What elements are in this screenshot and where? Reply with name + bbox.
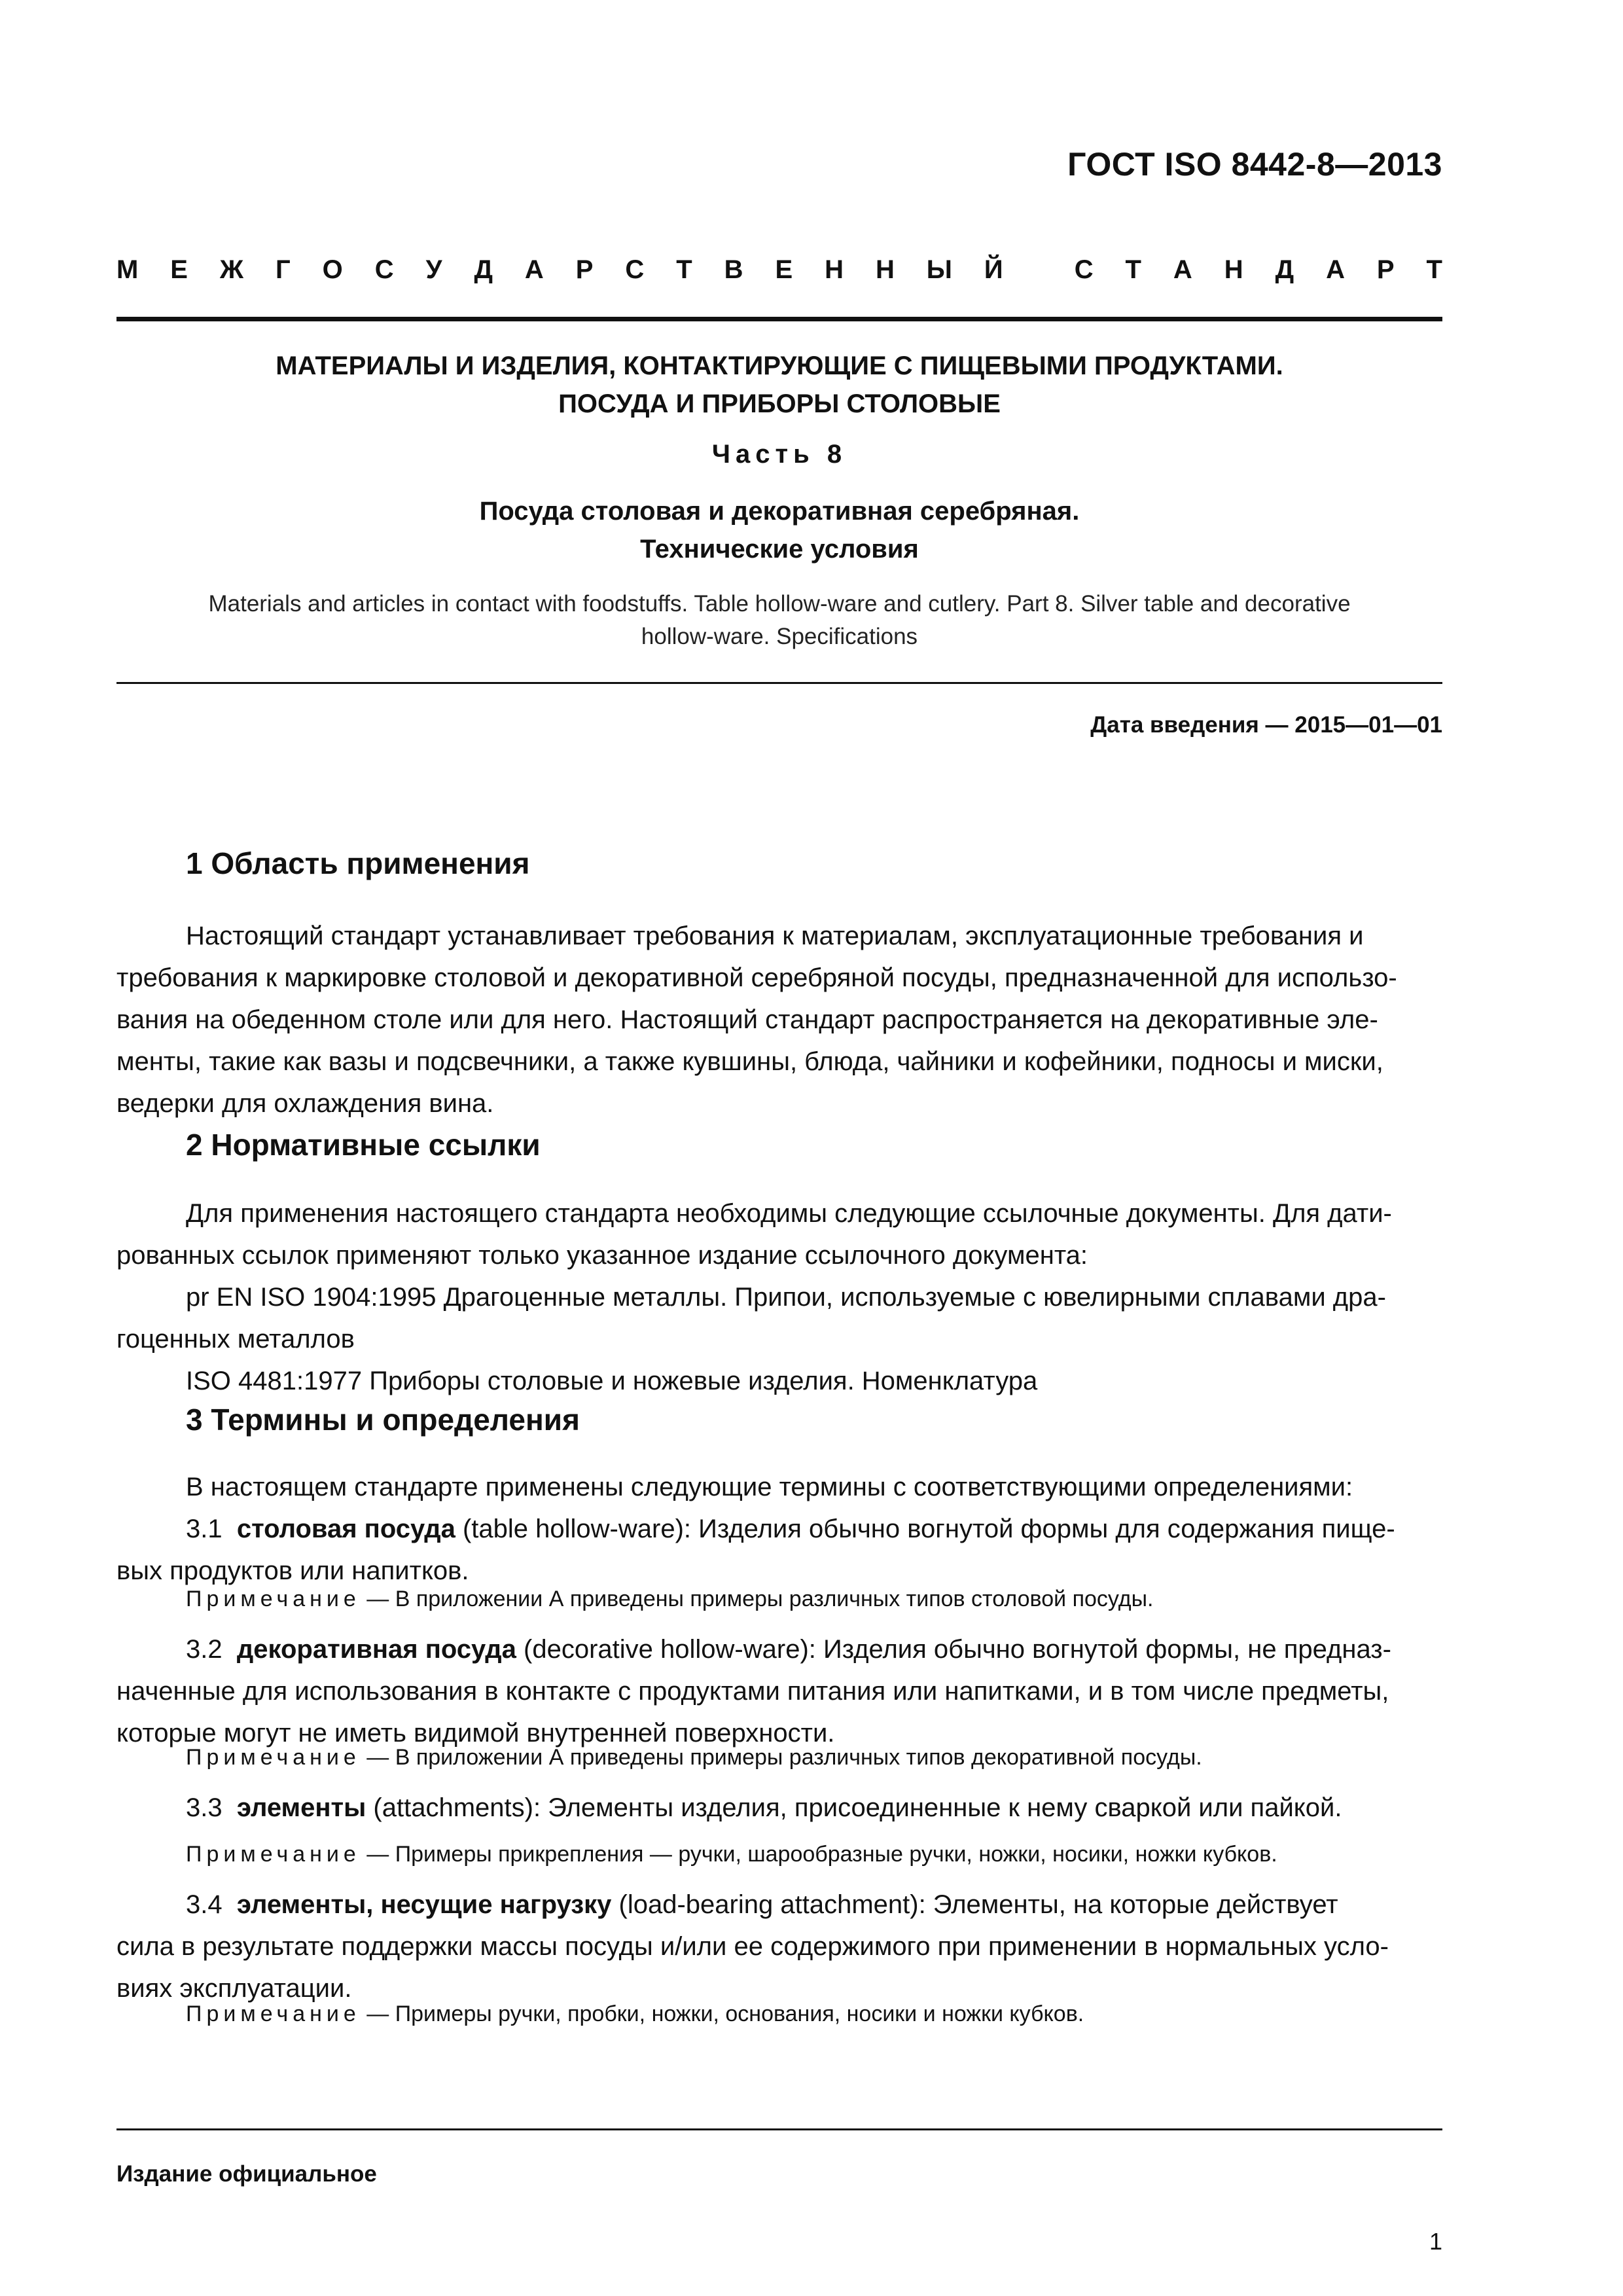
standard-type-letter: Т (676, 255, 692, 284)
term-name: декоративная посуда (236, 1635, 516, 1664)
standard-type-letter: Д (1275, 255, 1294, 284)
english-title-line-1: Materials and articles in contact with foodstuffs. Table hollow-ware and cutlery. Part 8. Silver table and decorative (208, 591, 1351, 617)
standard-type-letter: А (524, 255, 544, 284)
standard-type-letter: А (1326, 255, 1345, 284)
document-title (116, 347, 1442, 423)
term-3-3-block (116, 1787, 1442, 1829)
text-line: менты, такие как вазы и подсвечники, а также кувшины, блюда, чайники и кофейники, подносы и миски, (116, 1047, 1383, 1076)
standard-type-letter: С (1074, 255, 1094, 284)
reference-line: гоценных металлов (116, 1325, 355, 1354)
standard-type-letter: Д (474, 255, 493, 284)
footer-rule (116, 2128, 1442, 2130)
note-3-4 (186, 1998, 1442, 2030)
term-number: 3.1 (186, 1515, 223, 1543)
standard-type-letter: Т (1125, 255, 1141, 284)
term-3-4 (116, 1884, 1442, 1926)
standard-type-letter: О (322, 255, 343, 284)
term-number: 3.4 (186, 1890, 223, 1919)
standard-type-letter: Н (825, 255, 844, 284)
title-line-1: МАТЕРИАЛЫ И ИЗДЕЛИЯ, КОНТАКТИРУЮЩИЕ С ПИЩЕВЫМИ ПРОДУКТАМИ. (276, 351, 1283, 380)
term-definition: (table hollow-ware): Изделия обычно вогнутой формы для содержания пище- (455, 1515, 1395, 1543)
text-line: Для применения настоящего стандарта необходимы следующие ссылочные документы. Для дати- (186, 1199, 1392, 1228)
term-name: элементы (236, 1793, 366, 1822)
standard-type-letter: Ж (219, 255, 244, 284)
section-1-text (116, 915, 1442, 1124)
section-1-heading: 1 Область применения (186, 846, 530, 880)
section-3-intro (116, 1466, 1442, 1592)
standard-type-letter: Н (875, 255, 895, 284)
text-line: виях эксплуатации. (116, 1974, 352, 2003)
english-title-line-2: hollow-ware. Specifications (641, 624, 918, 649)
standard-type-letter: У (425, 255, 442, 284)
standard-type-heading (116, 255, 1442, 285)
term-definition: (load-bearing attachment): Элементы, на которые действует (611, 1890, 1338, 1919)
text-line: наченные для использования в контакте с продуктами питания или напитками, и в том числе предметы, (116, 1677, 1389, 1706)
standard-type-letter: В (724, 255, 743, 284)
text-line: требования к маркировке столовой и декоративной серебряной посуды, предназначенной для использо- (116, 963, 1397, 992)
section-2-heading: 2 Нормативные ссылки (186, 1128, 541, 1162)
term-definition: (attachments): Элементы изделия, присоединенные к нему сваркой или пайкой. (366, 1793, 1342, 1822)
note-text: — Примеры прикрепления — ручки, шарообразные ручки, ножки, носики, ножки кубков. (360, 1842, 1277, 1867)
text-line: Настоящий стандарт устанавливает требования к материалам, эксплуатационные требования и (186, 922, 1364, 950)
standard-type-letter: Г (276, 255, 291, 284)
text-line: сила в результате поддержки массы посуды и/или ее содержимого при применении в нормальных усло- (116, 1932, 1389, 1961)
subtitle-line-1: Посуда столовая и декоративная серебряная. (479, 497, 1080, 526)
section-2-text (116, 1193, 1442, 1402)
note-text: — В приложении А приведены примеры различных типов декоративной посуды. (360, 1745, 1202, 1770)
note-label: Примечание (186, 2001, 361, 2026)
standard-type-letter: Й (984, 255, 1003, 284)
document-id: ГОСТ ISO 8442-8—2013 (1067, 146, 1442, 183)
term-3-3 (116, 1787, 1442, 1829)
note-3-3 (186, 1838, 1442, 1871)
page-number: 1 (1429, 2228, 1442, 2255)
note-text: — Примеры ручки, пробки, ножки, основания, носики и ножки кубков. (360, 2001, 1084, 2026)
introduction-date: Дата введения — 2015—01—01 (1090, 712, 1442, 738)
standard-type-letter: Н (1224, 255, 1243, 284)
note-label: Примечание (186, 1745, 361, 1770)
standard-type-letter: С (625, 255, 645, 284)
text-line: рованных ссылок применяют только указанное издание ссылочного документа: (116, 1241, 1088, 1270)
term-number: 3.3 (186, 1793, 223, 1822)
title-line-2: ПОСУДА И ПРИБОРЫ СТОЛОВЫЕ (558, 389, 1001, 418)
text-line: вых продуктов или напитков. (116, 1556, 469, 1585)
standard-type-letter: М (116, 255, 139, 284)
standard-type-letter (1035, 255, 1043, 285)
official-edition-label: Издание официальное (116, 2161, 377, 2187)
term-number: 3.2 (186, 1635, 223, 1664)
note-3-2 (186, 1741, 1442, 1774)
text-line: В настоящем стандарте применены следующие термины с соответствующими определениями: (186, 1473, 1353, 1501)
note-3-1 (186, 1583, 1442, 1615)
note-text: — В приложении А приведены примеры различных типов столовой посуды. (360, 1587, 1154, 1611)
document-page (116, 0, 1442, 2296)
reference-line: pr EN ISO 1904:1995 Драгоценные металлы. Припои, используемые с ювелирными сплавами дра- (186, 1283, 1386, 1312)
standard-type-letter: Е (170, 255, 188, 284)
term-name: элементы, несущие нагрузку (236, 1890, 612, 1919)
term-definition: (decorative hollow-ware): Изделия обычно вогнутой формы, не предназ- (516, 1635, 1391, 1664)
term-3-2-block (116, 1628, 1442, 1754)
standard-type-letter: Р (575, 255, 594, 284)
term-3-2 (116, 1628, 1442, 1670)
note-label: Примечание (186, 1587, 361, 1611)
standard-type-letter: Т (1426, 255, 1442, 284)
term-3-4-block (116, 1884, 1442, 2009)
header-rule (116, 317, 1442, 321)
standard-type-letter: С (374, 255, 394, 284)
term-3-1 (116, 1508, 1442, 1550)
english-title (116, 588, 1442, 653)
title-rule (116, 682, 1442, 684)
section-3-heading: 3 Термины и определения (186, 1403, 580, 1437)
subtitle-line-2: Технические условия (640, 535, 919, 564)
text-line: которые могут не иметь видимой внутренней поверхности. (116, 1719, 835, 1748)
part-number: Часть 8 (711, 440, 847, 469)
standard-type-letter: Р (1376, 255, 1395, 284)
text-line: ведерки для охлаждения вина. (116, 1089, 494, 1118)
note-label: Примечание (186, 1842, 361, 1867)
reference-line: ISO 4481:1977 Приборы столовые и ножевые изделия. Номенклатура (186, 1367, 1038, 1395)
standard-type-letter: Ы (926, 255, 952, 284)
term-name: столовая посуда (236, 1515, 455, 1543)
text-line: вания на обеденном столе или для него. Настоящий стандарт распространяется на декоративные эле- (116, 1005, 1378, 1034)
standard-type-letter: А (1173, 255, 1192, 284)
standard-type-letter: Е (775, 255, 793, 284)
document-subtitle (116, 492, 1442, 568)
